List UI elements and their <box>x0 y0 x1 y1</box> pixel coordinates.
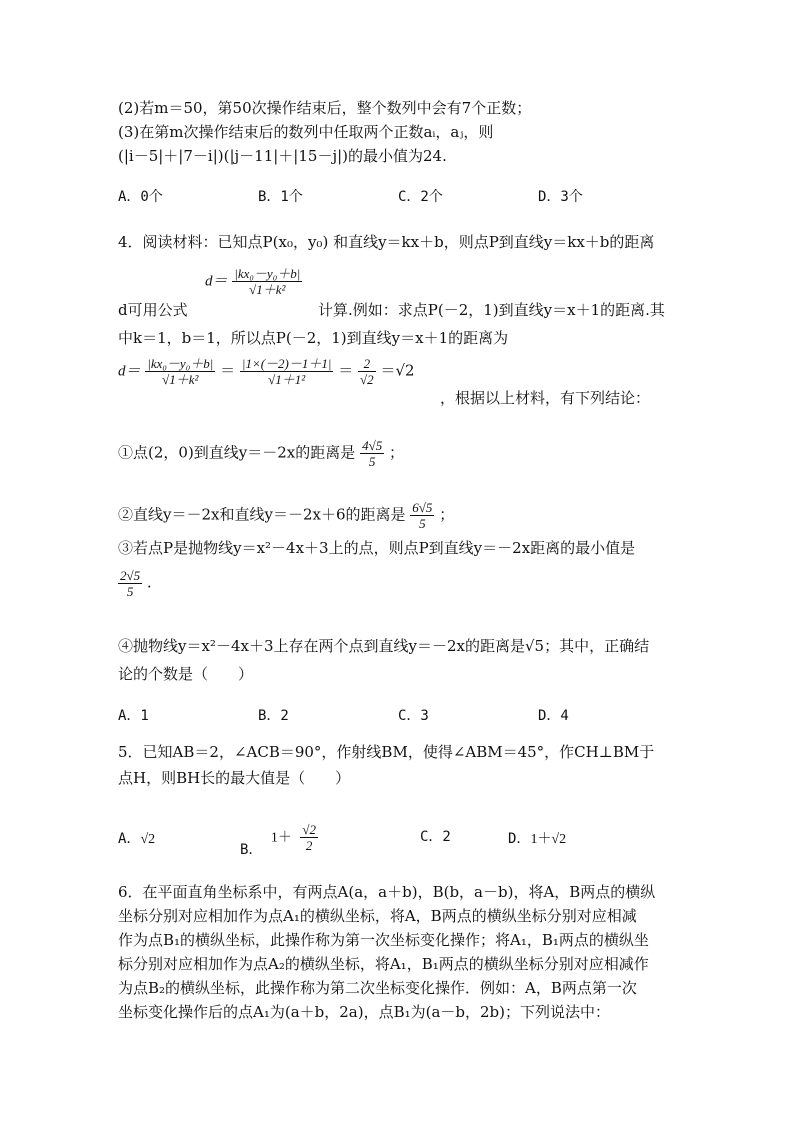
q4-stem-line4: ，根据以上材料，有下列结论： <box>440 389 651 407</box>
conclusion-2-numerator: 6√5 <box>412 500 433 515</box>
q4-stem-line3: 中k＝1，b＝1，所以点P(－2，1)到直线y＝x＋1的距离为 <box>118 329 509 347</box>
formula-denominator: √1＋k² <box>249 282 286 297</box>
example-numerator-3: 2 <box>358 356 376 372</box>
q6-stem-line3: 作为点B₁的横纵坐标，此操作称为第一次坐标变化操作；将A₁，B₁两点的横纵坐 <box>118 931 649 949</box>
q6-stem-line2: 坐标分别对应相加作为点A₁的横纵坐标，将A，B两点的横纵坐标分别对应相减 <box>118 907 637 925</box>
q5-stem-line2: 点H，则BH长的最大值是（ ） <box>118 769 351 787</box>
equals-sign: ＝ <box>220 361 236 380</box>
q4-stem-line2a: d可用公式 <box>118 301 188 319</box>
q3-item-3-line1: (3)在第m次操作结束后的数列中任取两个正数aᵢ，aⱼ，则 <box>118 123 494 141</box>
example-lhs: d＝ <box>118 363 141 380</box>
conclusion-1-denominator: 5 <box>368 454 376 469</box>
formula-fraction <box>232 266 302 297</box>
q6-stem-line5: 为点B₂的横纵坐标，此操作称为第二次坐标变化操作．例如：A，B两点第一次 <box>118 979 637 997</box>
q3-option-b: B．1个 <box>258 189 303 205</box>
q4-option-c: C．3 <box>398 708 429 724</box>
formula-numerator: |kx₀－y₀＋b| <box>234 266 301 281</box>
q4-example-computation <box>118 356 415 387</box>
q5-stem-line1: 5．已知AB＝2，∠ACB＝90°，作射线BM，使得∠ABM＝45°，作CH⊥BM于 <box>118 743 655 761</box>
q5-option-d-label: D． <box>508 831 531 847</box>
q5-option-a <box>118 828 155 848</box>
example-denominator-1: √1＋k² <box>162 372 199 387</box>
q4-stem-line2b: 计算.例如：求点P(－2，1)到直线y＝x＋1的距离.其 <box>318 301 665 319</box>
example-result: ＝√2 <box>380 361 415 380</box>
q6-stem-line1: 6．在平面直角坐标系中，有两点A(a，a＋b)，B(b，a－b)，将A，B两点的横纵 <box>118 883 656 901</box>
q5-option-b-denominator: 2 <box>305 838 313 853</box>
q4-conclusion-1 <box>118 438 404 469</box>
q3-option-c: C．2个 <box>398 189 443 205</box>
example-denominator-2: √1＋1² <box>268 372 306 387</box>
conclusion-2-fraction <box>410 500 434 531</box>
equals-sign: ＝ <box>338 361 354 380</box>
conclusion-3-fraction <box>118 568 142 599</box>
q4-distance-formula <box>205 266 302 297</box>
q5-option-a-value: √2 <box>140 832 156 847</box>
conclusion-3-end: . <box>146 573 152 592</box>
example-fraction-1 <box>145 356 215 387</box>
q5-option-a-label: A． <box>118 831 141 847</box>
q3-option-d: D．3个 <box>538 189 583 205</box>
q5-option-d-value: 1＋√2 <box>530 832 567 847</box>
example-numerator-2: |1×(－2)－1＋1| <box>241 356 332 371</box>
q5-option-b-prefix: 1＋ <box>270 830 292 846</box>
q6-stem-line4: 标分别对应相加作为点A₂的横纵坐标，将A₁，B₁两点的横纵坐标分别对应相减作 <box>118 955 649 973</box>
example-fraction-2 <box>240 356 334 387</box>
q5-option-b-fraction <box>300 822 318 853</box>
conclusion-1-text: ①点(2，0)到直线y＝－2x的距离是 <box>118 443 356 462</box>
q4-stem-question: 论的个数是（ ） <box>118 665 254 683</box>
q4-option-a: A．1 <box>118 708 149 724</box>
q5-option-b <box>240 822 318 858</box>
example-fraction-3 <box>358 356 376 387</box>
q3-option-a: A．0个 <box>118 189 163 205</box>
q4-stem-line1: 4．阅读材料：已知点P(x₀，y₀) 和直线y＝kx＋b，则点P到直线y＝kx＋b的距离 <box>118 233 655 251</box>
conclusion-3-denominator: 5 <box>126 584 134 599</box>
q6-stem-line6: 坐标变化操作后的点A₁为(a＋b，2a)，点B₁为(a－b，2b)；下列说法中： <box>118 1003 611 1021</box>
q5-option-b-label: B． <box>240 841 263 858</box>
conclusion-2-denominator: 5 <box>419 516 426 531</box>
conclusion-1-end: ； <box>388 443 404 462</box>
q4-option-b: B．2 <box>258 708 289 724</box>
conclusion-3-numerator: 2√5 <box>120 568 141 583</box>
conclusion-2-text: ②直线y＝－2x和直线y＝－2x＋6的距离是 <box>118 505 406 524</box>
q4-conclusion-2 <box>118 500 454 531</box>
conclusion-1-fraction <box>360 438 384 469</box>
q3-item-2: (2)若m＝50，第50次操作结束后，整个数列中会有7个正数； <box>118 99 532 117</box>
conclusion-1-numerator: 4√5 <box>362 438 383 453</box>
example-numerator-1: |kx₀－y₀＋b| <box>147 356 214 371</box>
q4-option-d: D．4 <box>538 708 569 724</box>
q3-item-3-line2: (|i－5|＋|7－i|)(|j－11|＋|15－j|)的最小值为24. <box>118 147 447 165</box>
q5-option-b-numerator: √2 <box>302 822 316 837</box>
formula-lhs: d＝ <box>205 273 228 290</box>
q4-conclusion-3-value <box>118 568 152 599</box>
q4-conclusion-3: ③若点P是抛物线y＝x²－4x＋3上的点，则点P到直线y＝－2x距离的最小值是 <box>118 539 636 557</box>
conclusion-2-end: ； <box>439 505 455 524</box>
q4-conclusion-4: ④抛物线y＝x²－4x＋3上存在两个点到直线y＝－2x的距离是√5；其中，正确结 <box>118 637 650 655</box>
q5-option-d <box>508 828 566 848</box>
q5-option-c: C．2 <box>420 829 451 845</box>
example-denominator-3: √2 <box>360 372 374 387</box>
